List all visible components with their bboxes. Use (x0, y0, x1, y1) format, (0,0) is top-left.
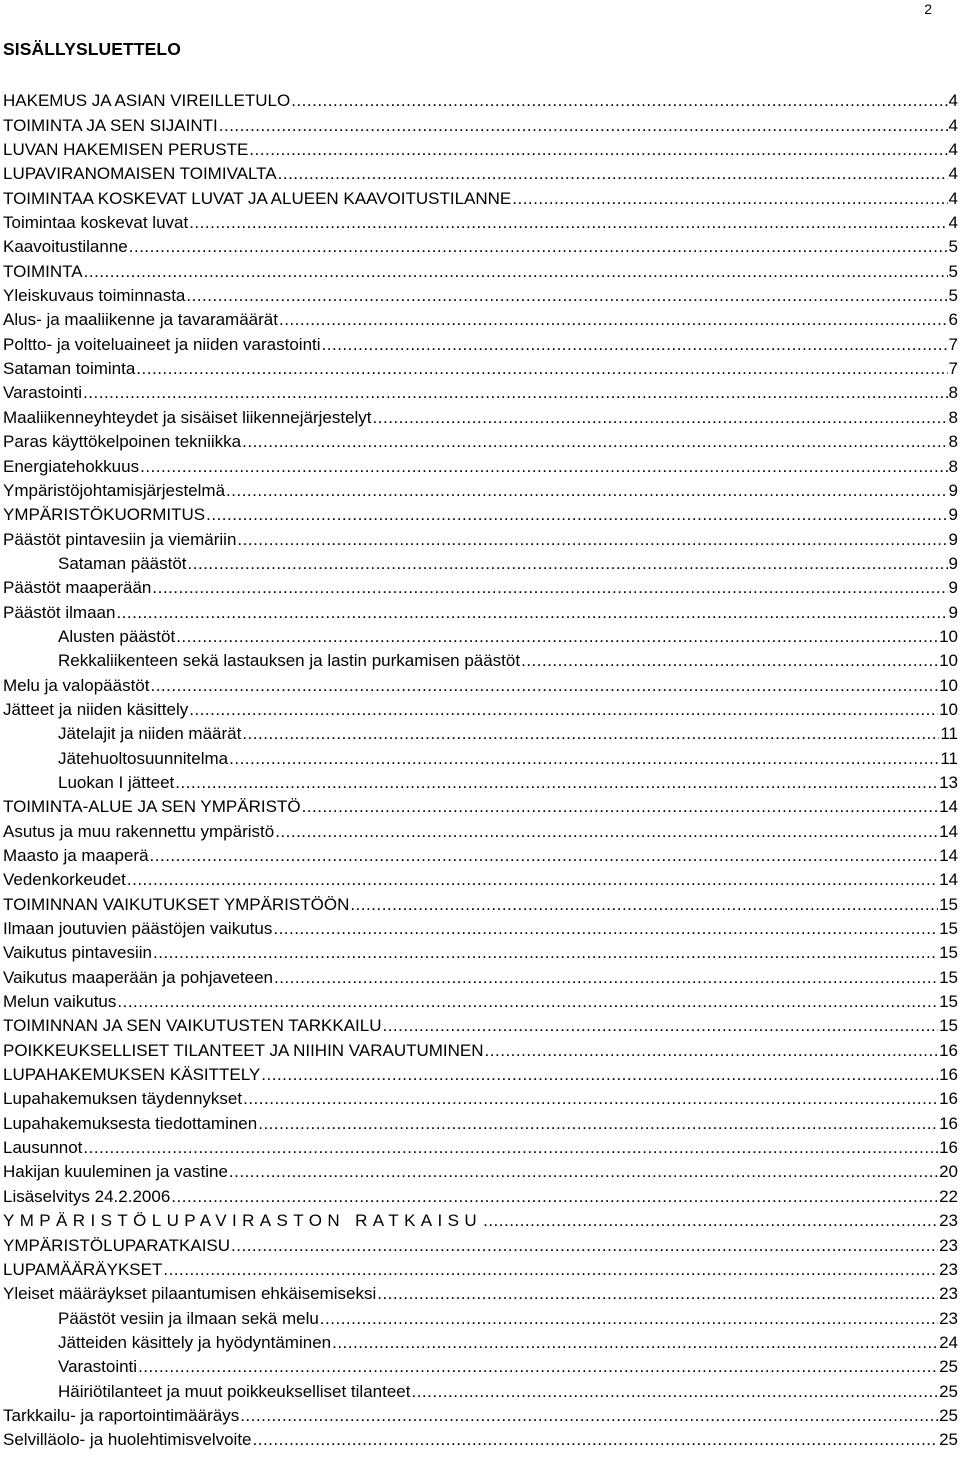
toc-leader-dots (140, 457, 947, 477)
toc-entry-title: Jätelajit ja niiden määrät (58, 724, 242, 744)
toc-leader-dots (163, 1260, 938, 1280)
toc-entry[interactable] (3, 574, 958, 598)
toc-entry-page: 23 (939, 1211, 958, 1231)
toc-entry-page: 14 (939, 870, 958, 890)
toc-entry[interactable] (3, 1182, 958, 1206)
toc-entry-title: Rekkaliikenteen sekä lastauksen ja lastin purkamisen päästöt (58, 651, 521, 671)
toc-entry-page: 5 (948, 261, 958, 281)
toc-entry-page: 10 (939, 675, 958, 695)
toc-entry[interactable] (3, 1061, 958, 1085)
toc-entry-title: Päästöt ilmaan (3, 602, 116, 622)
toc-leader-dots (219, 116, 948, 136)
toc-entry-title: Kaavoitustilanne (3, 237, 128, 257)
toc-entry-title: Lisäselvitys 24.2.2006 (3, 1186, 171, 1206)
toc-entry-page: 10 (939, 699, 958, 719)
toc-entry[interactable] (3, 866, 958, 890)
toc-leader-dots (278, 164, 948, 184)
toc-entry[interactable] (3, 1207, 958, 1231)
toc-entry-title: Ympäristöjohtamisjärjestelmä (3, 480, 226, 500)
toc-entry[interactable] (3, 477, 958, 501)
toc-leader-dots (242, 432, 947, 452)
toc-entry[interactable] (3, 1280, 958, 1304)
toc-entry-title: Asutus ja muu rakennettu ympäristö (3, 821, 275, 841)
toc-entry-title: Poltto- ja voiteluaineet ja niiden varastointi (3, 334, 321, 354)
toc-entry[interactable] (3, 1426, 958, 1450)
toc-entry-title: Jätehuoltosuunnitelma (58, 748, 229, 768)
toc-entry-title: LUPAVIRANOMAISEN TOIMIVALTA (3, 164, 277, 184)
toc-entry[interactable] (3, 452, 958, 476)
toc-entry-page: 10 (939, 626, 958, 646)
toc-entry-title: Varastointi (3, 383, 83, 403)
toc-entry[interactable] (3, 1329, 958, 1353)
toc-entry-title: TOIMINTAA KOSKEVAT LUVAT JA ALUEEN KAAVOITUSTILANNE (3, 188, 512, 208)
toc-leader-dots (237, 530, 947, 550)
toc-entry[interactable] (3, 671, 958, 695)
toc-entry-title: TOIMINTA (3, 261, 83, 281)
toc-entry-page: 8 (948, 383, 958, 403)
toc-leader-dots (229, 1162, 938, 1182)
toc-entry-title: Tarkkailu- ja raportointimääräys (3, 1405, 240, 1425)
toc-entry[interactable] (3, 160, 958, 184)
toc-entry[interactable] (3, 282, 958, 306)
toc-entry-title: Ilmaan joutuvien päästöjen vaikutus (3, 919, 273, 939)
toc-leader-dots (302, 797, 939, 817)
toc-leader-dots (153, 943, 938, 963)
toc-entry[interactable] (3, 817, 958, 841)
page-title: SISÄLLYSLUETTELO (3, 39, 181, 59)
toc-entry-title: Vedenkorkeudet (3, 870, 126, 890)
toc-entry-page: 5 (948, 286, 958, 306)
toc-entry-title: Maaliikenneyhteydet ja sisäiset liikennejärjestelyt (3, 407, 372, 427)
toc-entry-title: TOIMINTA-ALUE JA SEN YMPÄRISTÖ (3, 797, 301, 817)
toc-leader-dots (249, 140, 947, 160)
toc-entry[interactable] (3, 1012, 958, 1036)
toc-entry-title: Yleiskuvaus toiminnasta (3, 286, 186, 306)
toc-leader-dots (83, 383, 947, 403)
toc-entry-title: Melun vaikutus (3, 992, 117, 1012)
toc-leader-dots (483, 1211, 938, 1231)
toc-entry[interactable] (3, 598, 958, 622)
toc-leader-dots (176, 627, 938, 647)
toc-leader-dots (175, 773, 938, 793)
toc-entry-page: 4 (948, 164, 958, 184)
toc-entry[interactable] (3, 1256, 958, 1280)
toc-entry-title: Jätteiden käsittely ja hyödyntäminen (58, 1332, 332, 1352)
toc-entry-page: 9 (948, 553, 958, 573)
toc-entry-title: Vaikutus pintavesiin (3, 943, 152, 963)
toc-leader-dots (240, 1406, 938, 1426)
toc-entry-title: Lausunnot (3, 1138, 83, 1158)
toc-entry-title: Lupahakemuksen täydennykset (3, 1089, 243, 1109)
toc-leader-dots (275, 822, 938, 842)
toc-entry-title: Sataman päästöt (58, 553, 187, 573)
toc-leader-dots (171, 1187, 938, 1207)
toc-leader-dots (226, 481, 948, 501)
toc-entry-title: Sataman toiminta (3, 359, 136, 379)
toc-entry-title: Vaikutus maaperään ja pohjaveteen (3, 967, 273, 987)
toc-entry-title: Päästöt vesiin ja ilmaan sekä melu (58, 1308, 319, 1328)
toc-entry[interactable] (3, 915, 958, 939)
toc-leader-dots (521, 651, 938, 671)
toc-entry-page: 23 (939, 1235, 958, 1255)
toc-leader-dots (189, 213, 947, 233)
toc-entry[interactable] (3, 184, 958, 208)
toc-leader-dots (138, 1357, 938, 1377)
toc-entry-page: 4 (948, 115, 958, 135)
toc-leader-dots (152, 578, 947, 598)
toc-leader-dots (253, 1430, 939, 1450)
toc-entry-page: 15 (939, 919, 958, 939)
toc-entry-title: TOIMINTA JA SEN SIJAINTI (3, 115, 218, 135)
toc-entry[interactable] (3, 842, 958, 866)
toc-entry[interactable] (3, 720, 958, 744)
toc-entry[interactable] (3, 111, 958, 135)
toc-leader-dots (274, 968, 938, 988)
toc-entry-title: Varastointi (58, 1357, 138, 1377)
toc-entry-page: 4 (948, 140, 958, 160)
toc-entry-page: 15 (939, 943, 958, 963)
toc-leader-dots (373, 408, 948, 428)
toc-leader-dots (258, 1114, 938, 1134)
toc-entry-title: Jätteet ja niiden käsittely (3, 699, 189, 719)
toc-entry-page: 5 (948, 237, 958, 257)
toc-entry-page: 9 (948, 480, 958, 500)
toc-entry-page: 13 (939, 772, 958, 792)
toc-leader-dots (243, 1089, 938, 1109)
toc-entry-title: Yleiset määräykset pilaantumisen ehkäisemiseksi (3, 1284, 377, 1304)
toc-entry-page: 15 (939, 894, 958, 914)
toc-entry-page: 6 (948, 310, 958, 330)
toc-entry-title: YMPÄRISTÖKUORMITUS (3, 505, 206, 525)
toc-entry-title: Päästöt pintavesiin ja viemäriin (3, 529, 237, 549)
toc-entry-title: Melu ja valopäästöt (3, 675, 150, 695)
toc-entry-page: 8 (948, 456, 958, 476)
toc-leader-dots (189, 700, 938, 720)
toc-entry-title: Alus- ja maaliikenne ja tavaramäärät (3, 310, 278, 330)
toc-leader-dots (382, 1016, 938, 1036)
toc-entry-page: 15 (939, 967, 958, 987)
toc-entry-page: 10 (939, 651, 958, 671)
toc-entry-page: 23 (939, 1259, 958, 1279)
toc-leader-dots (229, 749, 939, 769)
toc-entry-title: Hakijan kuuleminen ja vastine (3, 1162, 228, 1182)
toc-entry-page: 4 (948, 91, 958, 111)
toc-entry[interactable] (3, 306, 958, 330)
toc-leader-dots (231, 1236, 938, 1256)
toc-leader-dots (320, 1309, 938, 1329)
toc-entry[interactable] (3, 623, 958, 647)
toc-entry-page: 9 (948, 602, 958, 622)
toc-entry-page: 14 (939, 846, 958, 865)
toc-entry-page: 25 (939, 1405, 958, 1425)
toc-entry[interactable] (3, 1085, 958, 1109)
toc-leader-dots (127, 870, 938, 890)
toc-entry[interactable] (3, 330, 958, 354)
toc-entry[interactable] (3, 428, 958, 452)
toc-leader-dots (377, 1284, 938, 1304)
toc-entry[interactable] (3, 1036, 958, 1060)
toc-entry[interactable] (3, 1109, 958, 1133)
toc-leader-dots (350, 895, 938, 915)
toc-entry[interactable] (3, 209, 958, 233)
toc-entry-title: Alusten päästöt (58, 626, 176, 646)
toc-leader-dots (485, 1041, 939, 1061)
toc-entry[interactable] (3, 1158, 958, 1182)
toc-entry-page: 25 (939, 1430, 958, 1450)
toc-entry-title: HAKEMUS JA ASIAN VIREILLETULO (3, 91, 291, 111)
toc-leader-dots (512, 189, 947, 209)
toc-entry-page: 16 (939, 1138, 958, 1158)
toc-entry-title: Paras käyttökelpoinen tekniikka (3, 432, 242, 452)
toc-leader-dots (150, 846, 939, 866)
toc-entry-title: LUVAN HAKEMISEN PERUSTE (3, 140, 249, 160)
toc-leader-dots (83, 1138, 938, 1158)
toc-entry[interactable] (3, 403, 958, 427)
toc-entry[interactable] (3, 963, 958, 987)
toc-entry-title: LUPAHAKEMUKSEN KÄSITTELY (3, 1065, 261, 1085)
toc-entry[interactable] (3, 988, 958, 1012)
toc-entry-page: 8 (948, 407, 958, 427)
toc-entry[interactable] (3, 939, 958, 963)
toc-entry[interactable] (3, 744, 958, 768)
toc-leader-dots (242, 724, 939, 744)
toc-entry-page: 15 (939, 992, 958, 1012)
toc-entry[interactable] (3, 257, 958, 281)
toc-entry[interactable] (3, 647, 958, 671)
toc-entry-page: 16 (939, 1089, 958, 1109)
toc-leader-dots (84, 262, 948, 282)
toc-entry-page: 7 (948, 359, 958, 379)
toc-leader-dots (411, 1382, 938, 1402)
toc-entry-page: 16 (939, 1113, 958, 1133)
page-number: 2 (924, 1, 932, 17)
toc-entry-title: POIKKEUKSELLISET TILANTEET JA NIIHIN VARAUTUMINEN (3, 1040, 484, 1060)
toc-entry-page: 14 (939, 797, 958, 817)
toc-entry[interactable] (3, 525, 958, 549)
toc-leader-dots (117, 992, 938, 1012)
toc-leader-dots (129, 237, 948, 257)
toc-leader-dots (116, 603, 947, 623)
toc-leader-dots (332, 1333, 938, 1353)
toc-entry-page: 25 (939, 1381, 958, 1401)
toc-leader-dots (206, 505, 947, 525)
table-of-contents (3, 87, 958, 1450)
toc-entry-page: 9 (948, 505, 958, 525)
toc-entry-title: Maasto ja maaperä (3, 846, 149, 865)
toc-entry-page: 20 (939, 1162, 958, 1182)
toc-entry-title: Häiriötilanteet ja muut poikkeukselliset tilanteet (58, 1381, 411, 1401)
toc-leader-dots (273, 919, 938, 939)
toc-leader-dots (261, 1065, 938, 1085)
toc-entry-title: Luokan I jätteet (58, 772, 175, 792)
toc-entry-page: 16 (939, 1040, 958, 1060)
toc-entry-title: Toimintaa koskevat luvat (3, 213, 189, 233)
toc-entry-page: 4 (948, 188, 958, 208)
toc-entry-title: LUPAMÄÄRÄYKSET (3, 1259, 163, 1279)
toc-leader-dots (186, 286, 947, 306)
toc-entry-page: 9 (948, 578, 958, 598)
toc-entry-page: 11 (940, 748, 958, 768)
toc-entry-title: YMPÄRISTÖLUPARATKAISU (3, 1235, 231, 1255)
toc-entry-page: 25 (939, 1357, 958, 1377)
toc-entry-page: 7 (948, 334, 958, 354)
toc-entry-title: Energiatehokkuus (3, 456, 140, 476)
toc-entry-title: YMPÄRISTÖLUPAVIRASTON RATKAISU (3, 1211, 483, 1231)
toc-entry-title: TOIMINNAN JA SEN VAIKUTUSTEN TARKKAILU (3, 1016, 382, 1036)
toc-entry[interactable] (3, 1353, 958, 1377)
toc-entry-page: 22 (939, 1186, 958, 1206)
toc-entry-page: 14 (939, 821, 958, 841)
toc-entry[interactable] (3, 550, 958, 574)
toc-entry[interactable] (3, 793, 958, 817)
toc-entry[interactable] (3, 1377, 958, 1401)
toc-entry-title: Selvilläolo- ja huolehtimisvelvoite (3, 1430, 252, 1450)
toc-entry-page: 16 (939, 1065, 958, 1085)
toc-entry-page: 11 (940, 724, 958, 744)
toc-entry[interactable] (3, 1304, 958, 1328)
toc-entry-title: TOIMINNAN VAIKUTUKSET YMPÄRISTÖÖN (3, 894, 350, 914)
toc-entry[interactable] (3, 136, 958, 160)
toc-entry-title: Lupahakemuksesta tiedottaminen (3, 1113, 258, 1133)
toc-leader-dots (188, 554, 948, 574)
toc-leader-dots (279, 310, 948, 330)
toc-entry-page: 23 (939, 1284, 958, 1304)
toc-entry-page: 4 (948, 213, 958, 233)
toc-leader-dots (322, 335, 948, 355)
toc-leader-dots (136, 359, 947, 379)
toc-entry-page: 24 (939, 1332, 958, 1352)
toc-entry[interactable] (3, 1402, 958, 1426)
toc-entry[interactable] (3, 1231, 958, 1255)
toc-entry-page: 23 (939, 1308, 958, 1328)
toc-entry-title: Päästöt maaperään (3, 578, 152, 598)
toc-entry[interactable] (3, 87, 958, 111)
toc-entry[interactable] (3, 890, 958, 914)
toc-entry[interactable] (3, 233, 958, 257)
toc-entry[interactable] (3, 379, 958, 403)
toc-entry[interactable] (3, 696, 958, 720)
toc-entry[interactable] (3, 501, 958, 525)
toc-entry[interactable] (3, 769, 958, 793)
toc-leader-dots (150, 676, 938, 696)
toc-entry-page: 8 (948, 432, 958, 452)
toc-leader-dots (291, 91, 947, 111)
toc-entry[interactable] (3, 355, 958, 379)
toc-entry-page: 9 (948, 529, 958, 549)
toc-entry[interactable] (3, 1134, 958, 1158)
toc-entry-page: 15 (939, 1016, 958, 1036)
